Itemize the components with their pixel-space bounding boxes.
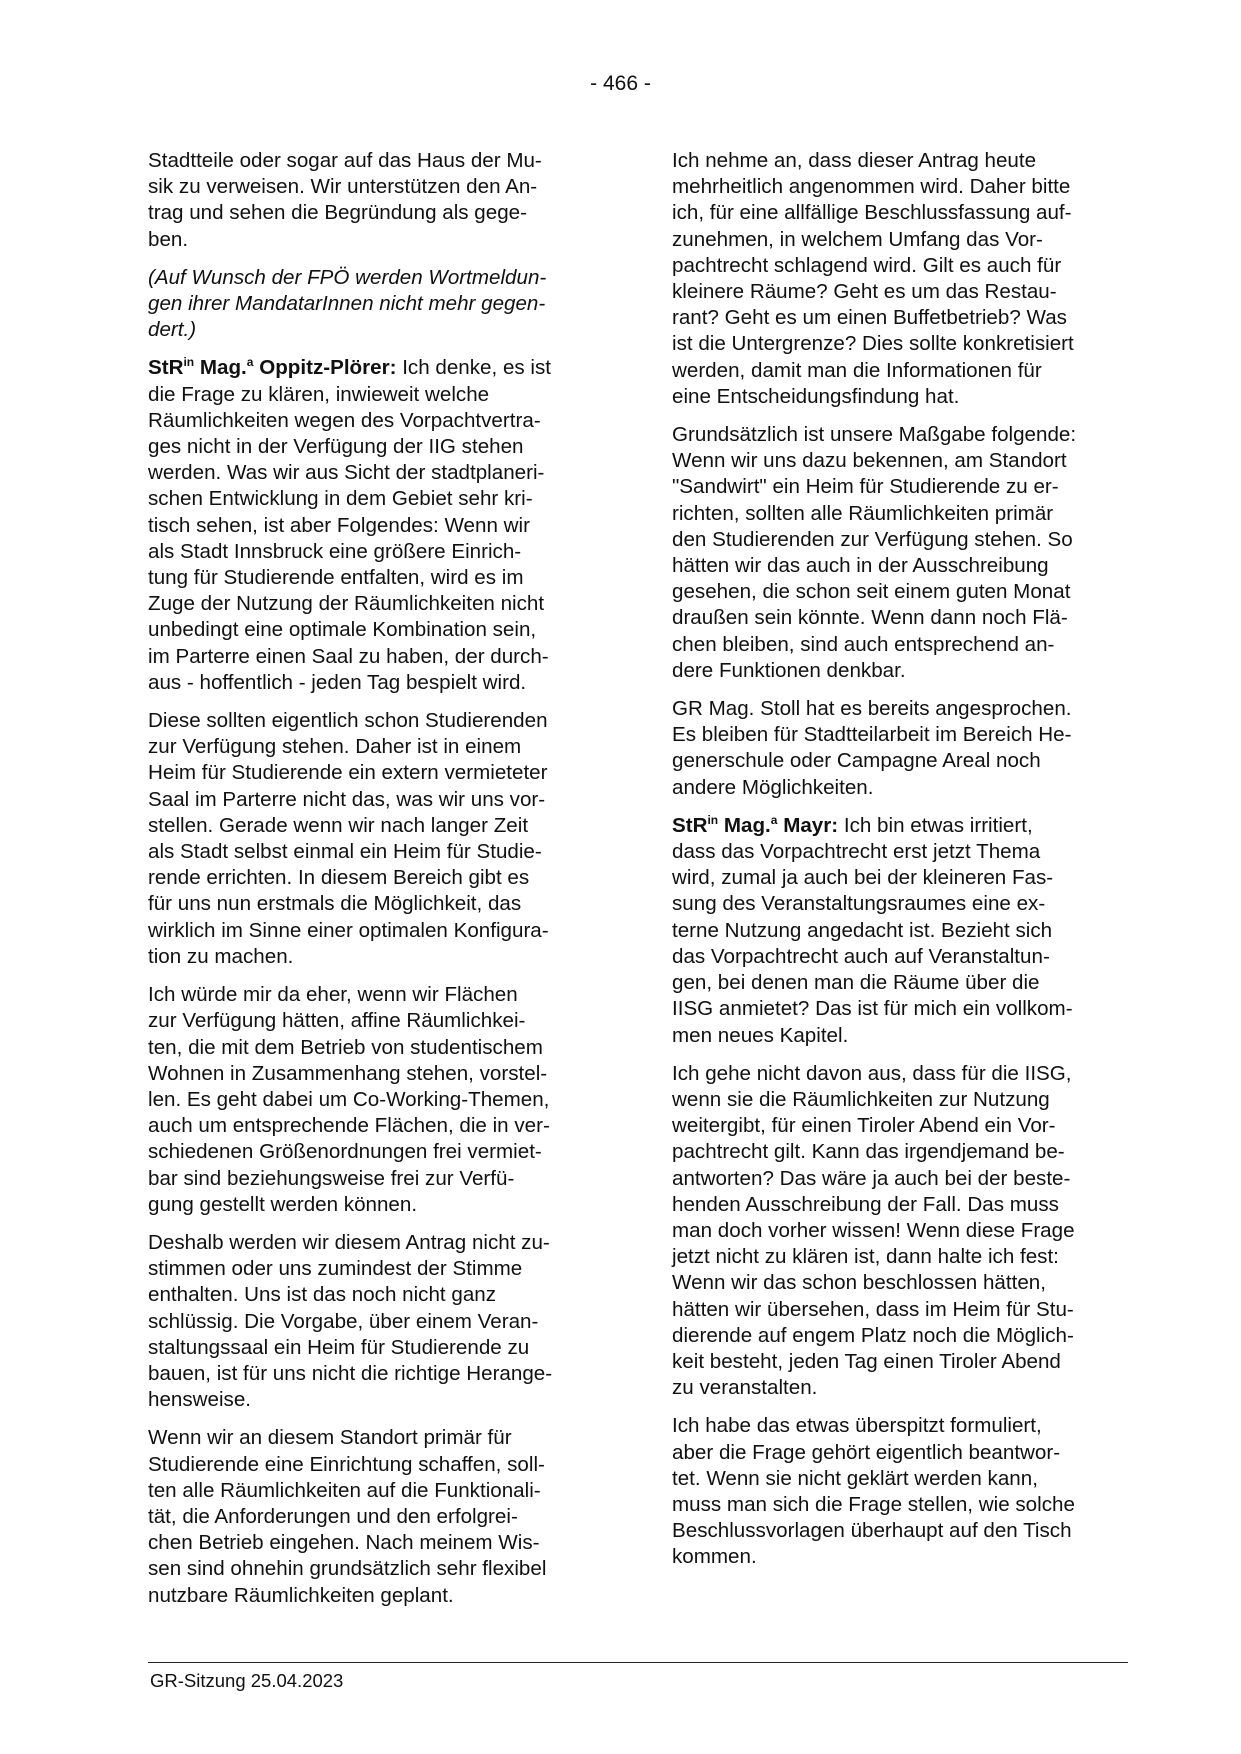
footer-session-date: GR-Sitzung 25.04.2023 — [150, 1670, 344, 1691]
paragraph: Ich gehe nicht davon aus, dass für die IISG, wenn sie die Räumlichkeiten zur Nutzung weitergibt, für einen Tiroler Abend ein Vor- pachtrecht gilt. Kann das irgendjemand be- antworten? Das wäre ja auch bei der beste- henden Ausschreibung der Fall. Das muss man doch vorher wissen! Wenn diese Frage jetzt nicht zu klären ist, dann halte ich fest: Wenn wir das schon beschlossen hätten, hätten wir übersehen, dass im Heim für Stu- dierende auf engem Platz noch die Möglich- keit besteht, jeden Tag einen Tiroler Abend zu veranstalten. — [672, 1061, 1075, 1400]
left-column — [148, 148, 598, 1621]
paragraph: Diese sollten eigentlich schon Studierenden zur Verfügung stehen. Daher ist in einem Heim für Studierende ein extern vermieteter Saal im Parterre nicht das, was wir uns vor- stellen. Gerade wenn wir nach langer Zeit als Stadt selbst einmal ein Heim für Studie- rende errichten. In diesem Bereich gibt es für uns nun erstmals die Möglichkeit, das wirklich im Sinne einer optimalen Konfigura- tion zu machen. — [148, 709, 549, 968]
paragraph: Ich habe das etwas überspitzt formuliert, aber die Frage gehört eigentlich beantwor- tet. Wenn sie nicht geklärt werden kann, muss man sich die Frage stellen, wie solche Beschlussvorlagen überhaupt auf den Tisch kommen. — [672, 1414, 1075, 1569]
speech-mayr: StR$^{in}$ Mag.$^a$ Mayr: Ich bin etwas irritiert, dass das Vorpachtrecht erst jetzt Thema wird, zumal ja auch bei der kleineren Fas- sung des Veranstaltungsraumes eine ex- terne Nutzung angedacht ist. Bezieht sich das Vorpachtrecht auch auf Veranstaltun- gen, bei denen man die Räume über die IISG anmietet? Das ist für mich ein vollkom- men neues Kapitel. — [672, 812, 1073, 1047]
right-column — [672, 148, 1122, 1583]
footer-divider — [148, 1662, 1128, 1663]
paragraph: Ich würde mir da eher, wenn wir Flächen zur Verfügung hätten, affine Räumlichkei- ten, die mit dem Betrieb von studentischem Wohnen in Zusammenhang stehen, vorstel- len. Es geht dabei um Co-Working-Themen, auch um entsprechende Flächen, die in ver- schiedenen Größenordnungen frei vermiet- bar sind beziehungsweise frei zur Verfü- gung gestellt werden können. — [148, 983, 550, 1216]
paragraph: Grundsätzlich ist unsere Maßgabe folgende: Wenn wir uns dazu bekennen, am Standort "Sandwirt" ein Heim für Studierende zu er- richten, sollten alle Räumlichkeiten primär den Studierenden zur Verfügung stehen. So hätten wir das auch in der Ausschreibung gesehen, die schon seit einem guten Monat draußen sein könnte. Wenn dann noch Flä- chen bleiben, sind auch entsprechend an- dere Funktionen denkbar. — [672, 423, 1077, 682]
page-number: - 466 - — [590, 72, 651, 95]
paragraph-continuation: Stadtteile oder sogar auf das Haus der Mu- sik zu verweisen. Wir unterstützen den An- trag und sehen die Begründung als gege- ben. — [148, 149, 542, 251]
speaker-name: StR$^{in}$ Mag.$^a$ Mayr: — [672, 812, 839, 837]
paragraph: Ich nehme an, dass dieser Antrag heute mehrheitlich angenommen wird. Daher bitte ich, für eine allfällige Beschlussfassung auf- zunehmen, in welchem Umfang das Vor- pachtrecht schlagend wird. Gilt es auch für kleinere Räume? Geht es um das Restau- rant? Geht es um einen Buffetbetrieb? Was ist die Untergrenze? Dies sollte konkretisiert werden, damit man die Informationen für eine Entscheidungsfindung hat. — [672, 149, 1074, 408]
paragraph: GR Mag. Stoll hat es bereits angesprochen. Es bleiben für Stadtteilarbeit im Bereich He- generschule oder Campagne Areal noch andere Möglichkeiten. — [672, 697, 1072, 799]
speech-oppitz-ploerer: StR$^{in}$ Mag.$^a$ Oppitz-Plörer: Ich denke, es ist die Frage zu klären, inwieweit welche Räumlichkeiten wegen des Vorpachtvertra- ges nicht in der Verfügung der IIG stehen werden. Was wir aus Sicht der stadtplaneri- schen Entwicklung in dem Gebiet sehr kri- tisch sehen, ist aber Folgendes: Wenn wir als Stadt Innsbruck eine größere Einrich- tung für Studierende entfalten, wird es im Zuge der Nutzung der Räumlichkeiten nicht unbedingt eine optimale Kombination sein, im Parterre einen Saal zu haben, der durch- aus - hoffentlich - jeden Tag bespielt wird. — [148, 355, 552, 694]
paragraph: Deshalb werden wir diesem Antrag nicht zu- stimmen oder uns zumindest der Stimme enthalten. Uns ist das noch nicht ganz schlüssig. Die Vorgabe, über einem Veran- staltungssaal ein Heim für Studierende zu bauen, ist für uns nicht die richtige Herange- hensweise. — [148, 1230, 553, 1412]
editorial-note: (Auf Wunsch der FPÖ werden Wortmeldun- gen ihrer MandatarInnen nicht mehr gegen- dert.) — [148, 265, 547, 342]
speaker-name: StR$^{in}$ Mag.$^a$ Oppitz-Plörer: — [148, 355, 397, 380]
paragraph: Wenn wir an diesem Standort primär für Studierende eine Einrichtung schaffen, soll- ten alle Räumlichkeiten auf die Funktionali- tät, die Anforderungen und den erfolgrei- chen Betrieb eingehen. Nach meinem Wis- sen sind ohnehin grundsätzlich sehr flexibel nutzbare Räumlichkeiten geplant. — [148, 1426, 547, 1607]
